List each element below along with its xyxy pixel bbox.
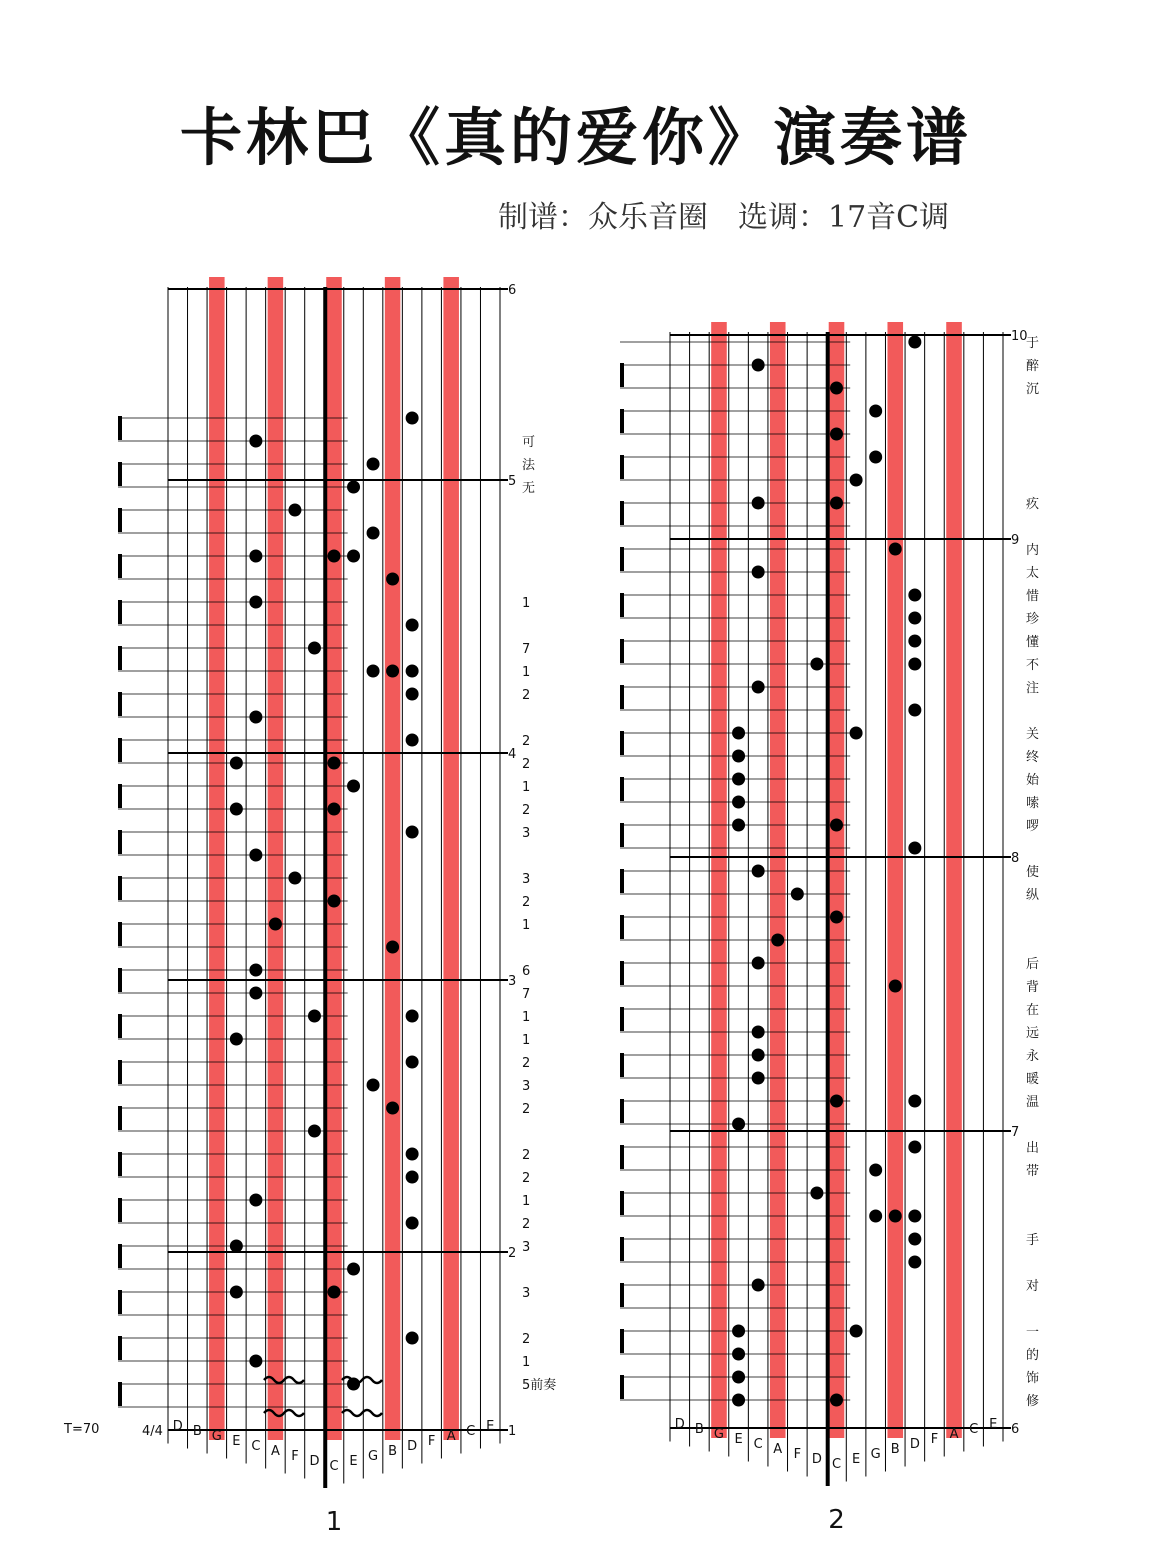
key-label: F [793, 1447, 802, 1462]
annotation: 1 [522, 780, 531, 795]
beat-stem [118, 1290, 122, 1314]
note-dot [386, 573, 399, 586]
annotation: 3 [522, 1079, 531, 1094]
tine-highlight [711, 322, 727, 1438]
tine-highlight [385, 277, 401, 1440]
note-dot [406, 734, 419, 747]
note-dot [386, 1102, 399, 1115]
page-title: 卡林巴《真的爱你》演奏谱 [179, 101, 972, 174]
annotation: 后 [1026, 957, 1040, 972]
note-dot [850, 474, 863, 487]
annotation: 2 [522, 1056, 531, 1071]
tremolo-mark [342, 1410, 382, 1416]
beat-stem [118, 968, 122, 992]
note-dot [308, 642, 321, 655]
annotation: 背 [1026, 980, 1040, 995]
tempo-marking: T=70 [64, 1422, 100, 1437]
beat-stem [620, 593, 624, 617]
beat-stem [118, 738, 122, 762]
note-dot [249, 550, 262, 563]
key-label: C [969, 1422, 979, 1437]
annotation: 2 [522, 1102, 531, 1117]
note-dot [230, 803, 243, 816]
annotation: 修 [1026, 1394, 1040, 1409]
annotation: 内 [1026, 543, 1040, 558]
key-label: B [388, 1444, 398, 1459]
note-dot [328, 895, 341, 908]
annotation: 2 [522, 803, 531, 818]
note-dot [889, 543, 902, 556]
annotation: 2 [522, 1148, 531, 1163]
annotation: 手 [1026, 1233, 1040, 1248]
key-label: C [329, 1459, 339, 1474]
beat-stem [118, 1060, 122, 1084]
note-dot [367, 665, 380, 678]
note-dot [386, 941, 399, 954]
beat-stem [620, 1053, 624, 1077]
note-dot [732, 773, 745, 786]
beat-stem [118, 1106, 122, 1130]
note-dot [308, 1010, 321, 1023]
key-label: F [930, 1432, 939, 1447]
note-dot [347, 1263, 360, 1276]
beat-stem [620, 1007, 624, 1031]
note-dot [752, 1026, 765, 1039]
annotation: 始 [1026, 773, 1040, 788]
beat-stem [620, 823, 624, 847]
note-dot [908, 1256, 921, 1269]
measure-number: 6 [508, 283, 517, 298]
beat-stem [620, 1329, 624, 1353]
tine-highlight [443, 277, 459, 1440]
beat-stem [118, 1198, 122, 1222]
beat-stem [620, 363, 624, 387]
note-dot [908, 1210, 921, 1223]
beat-stem [620, 1145, 624, 1169]
key-label: C [831, 1457, 842, 1472]
note-dot [249, 435, 262, 448]
annotation: 嗦 [1026, 796, 1040, 811]
note-dot [406, 1332, 419, 1345]
key-label: A [773, 1442, 783, 1457]
annotation: 永 [1026, 1049, 1040, 1064]
note-dot [249, 1194, 262, 1207]
measure-number: 9 [1011, 533, 1020, 548]
note-dot [732, 1394, 745, 1407]
note-dot [249, 711, 262, 724]
key-label: E [851, 1452, 861, 1467]
beat-stem [620, 961, 624, 985]
tine-highlight [829, 322, 845, 1438]
annotation: 远 [1026, 1026, 1040, 1041]
annotation: 一 [1026, 1325, 1040, 1340]
beat-stem [118, 922, 122, 946]
key-label: E [734, 1432, 743, 1447]
key-label: G [368, 1449, 379, 1464]
annotation: 7 [522, 987, 531, 1002]
beat-stem [118, 416, 122, 440]
key-label: F [427, 1434, 436, 1449]
note-dot [249, 1355, 262, 1368]
note-dot [230, 1240, 243, 1253]
note-dot [889, 1210, 902, 1223]
annotation: 1 [522, 918, 531, 933]
note-dot [288, 504, 301, 517]
beat-stem [620, 1191, 624, 1215]
annotation: 在 [1026, 1003, 1040, 1018]
note-dot [830, 497, 843, 510]
note-dot [752, 1072, 765, 1085]
beat-stem [118, 830, 122, 854]
measure-number: 8 [1011, 851, 1020, 866]
annotation: 懂 [1026, 635, 1040, 650]
note-dot [328, 1286, 341, 1299]
annotation: 可 [522, 435, 536, 450]
annotation: 饰 [1026, 1371, 1040, 1386]
note-dot [908, 589, 921, 602]
annotation: 暖 [1026, 1072, 1040, 1087]
beat-stem [620, 455, 624, 479]
note-dot [732, 819, 745, 832]
note-dot [249, 849, 262, 862]
score-credits: 制谱：众乐音圈 选调：17音C调 [498, 200, 950, 235]
note-dot [230, 1033, 243, 1046]
tine-highlight [326, 277, 342, 1440]
note-dot [249, 596, 262, 609]
annotation: 1 [522, 665, 531, 680]
beat-stem [620, 731, 624, 755]
beat-stem [620, 501, 624, 525]
note-dot [406, 412, 419, 425]
note-dot [830, 911, 843, 924]
note-dot [752, 865, 765, 878]
annotation: 太 [1026, 566, 1040, 581]
note-dot [406, 619, 419, 632]
beat-stem [620, 639, 624, 663]
note-dot [328, 803, 341, 816]
key-label: F [291, 1449, 299, 1464]
annotation: 3 [522, 872, 531, 887]
key-label: D [309, 1454, 320, 1469]
annotation: 对 [1026, 1279, 1040, 1294]
note-dot [347, 481, 360, 494]
note-dot [908, 704, 921, 717]
key-label: G [870, 1447, 881, 1462]
note-dot [732, 1371, 745, 1384]
note-dot [406, 1010, 419, 1023]
note-dot [869, 451, 882, 464]
note-dot [908, 842, 921, 855]
annotation: 无 [522, 481, 536, 496]
annotation: 注 [1026, 681, 1040, 696]
beat-stem [118, 1382, 122, 1406]
note-dot [791, 888, 804, 901]
note-dot [406, 665, 419, 678]
key-label: B [192, 1424, 202, 1439]
note-dot [869, 1210, 882, 1223]
note-dot [830, 1394, 843, 1407]
tine-highlight [887, 322, 903, 1438]
note-dot [752, 359, 765, 372]
note-dot [752, 1049, 765, 1062]
annotation: 6 [522, 964, 531, 979]
annotation: 法 [522, 458, 536, 473]
tine-highlight [946, 322, 962, 1438]
note-dot [732, 727, 745, 740]
note-dot [406, 1148, 419, 1161]
note-dot [732, 750, 745, 763]
note-dot [850, 727, 863, 740]
annotation: 2 [522, 1332, 531, 1347]
note-dot [732, 796, 745, 809]
note-dot [406, 1171, 419, 1184]
beat-stem [620, 1375, 624, 1399]
annotation: 沉 [1026, 382, 1040, 397]
annotation: 2 [522, 1171, 531, 1186]
measure-number: 1 [508, 1424, 517, 1439]
note-dot [367, 527, 380, 540]
note-dot [889, 980, 902, 993]
note-dot [908, 1095, 921, 1108]
key-label: E [486, 1419, 495, 1434]
annotation: 关 [1026, 727, 1040, 742]
key-label: D [909, 1437, 920, 1452]
annotation: 于 [1026, 336, 1040, 351]
key-label: C [251, 1439, 261, 1454]
note-dot [908, 635, 921, 648]
annotation: 出 [1026, 1141, 1040, 1156]
annotation: 疚 [1026, 497, 1040, 512]
beat-stem [118, 1014, 122, 1038]
key-label: C [753, 1437, 763, 1452]
beat-stem [620, 915, 624, 939]
note-dot [810, 1187, 823, 1200]
note-dot [230, 757, 243, 770]
key-label: D [674, 1417, 685, 1432]
beat-stem [620, 1237, 624, 1261]
annotation: 3 [522, 1286, 531, 1301]
annotation: 惜 [1026, 589, 1040, 604]
key-label: B [890, 1442, 900, 1457]
note-dot [752, 566, 765, 579]
annotation: 纵 [1026, 888, 1040, 903]
note-dot [230, 1286, 243, 1299]
measure-number: 7 [1011, 1125, 1020, 1140]
annotation: 的 [1026, 1348, 1040, 1363]
note-dot [249, 964, 262, 977]
note-dot [869, 1164, 882, 1177]
note-dot [752, 1279, 765, 1292]
annotation: 醉 [1026, 359, 1040, 374]
note-dot [406, 1217, 419, 1230]
beat-stem [620, 777, 624, 801]
annotation: 2 [522, 688, 531, 703]
note-dot [771, 934, 784, 947]
key-label: C [466, 1424, 476, 1439]
annotation: 1 [522, 596, 531, 611]
beat-stem [620, 869, 624, 893]
beat-stem [620, 1099, 624, 1123]
annotation: 3 [522, 826, 531, 841]
beat-stem [118, 1244, 122, 1268]
key-label: B [694, 1422, 704, 1437]
key-label: A [270, 1444, 280, 1459]
annotation: 2 [522, 734, 531, 749]
key-label: G [211, 1429, 222, 1444]
annotation: 不 [1026, 658, 1040, 673]
key-label: E [232, 1434, 241, 1449]
tine-highlight [268, 277, 284, 1440]
beat-stem [118, 1152, 122, 1176]
note-dot [908, 336, 921, 349]
annotation: 1 [522, 1194, 531, 1209]
staff-2 [620, 322, 1011, 1486]
measure-number: 6 [1011, 1422, 1020, 1437]
note-dot [367, 1079, 380, 1092]
note-dot [732, 1325, 745, 1338]
page-number: 2 [828, 1505, 845, 1535]
annotation: 2 [522, 895, 531, 910]
measure-number: 10 [1011, 329, 1028, 344]
note-dot [830, 428, 843, 441]
tine-highlight [209, 277, 225, 1440]
beat-stem [620, 409, 624, 433]
note-dot [406, 1056, 419, 1069]
beat-stem [620, 547, 624, 571]
note-dot [908, 1141, 921, 1154]
note-dot [308, 1125, 321, 1138]
note-dot [810, 658, 823, 671]
measure-number: 2 [508, 1246, 517, 1261]
note-dot [752, 497, 765, 510]
annotation: 珍 [1026, 612, 1040, 627]
annotation: 终 [1026, 750, 1040, 765]
note-dot [386, 665, 399, 678]
annotation: 5前奏 [522, 1378, 557, 1393]
note-dot [830, 382, 843, 395]
note-dot [367, 458, 380, 471]
note-dot [869, 405, 882, 418]
beat-stem [118, 462, 122, 486]
note-dot [732, 1348, 745, 1361]
annotation: 温 [1026, 1095, 1040, 1110]
annotation: 1 [522, 1010, 531, 1025]
note-dot [830, 1095, 843, 1108]
annotation: 2 [522, 757, 531, 772]
key-label: D [407, 1439, 418, 1454]
note-dot [732, 1118, 745, 1131]
note-dot [328, 757, 341, 770]
beat-stem [118, 600, 122, 624]
note-dot [269, 918, 282, 931]
measure-number: 3 [508, 974, 517, 989]
tine-highlight [770, 322, 786, 1438]
note-dot [830, 819, 843, 832]
note-dot [406, 688, 419, 701]
note-dot [850, 1325, 863, 1338]
beat-stem [118, 692, 122, 716]
time-signature: 4/4 [142, 1424, 163, 1439]
key-label: E [349, 1454, 358, 1469]
note-dot [406, 826, 419, 839]
beat-stem [118, 554, 122, 578]
note-dot [249, 987, 262, 1000]
key-label: D [811, 1452, 822, 1467]
annotation: 3 [522, 1240, 531, 1255]
note-dot [328, 550, 341, 563]
annotation: 7 [522, 642, 531, 657]
note-dot [908, 1233, 921, 1246]
note-dot [752, 957, 765, 970]
beat-stem [118, 1336, 122, 1360]
beat-stem [620, 1283, 624, 1307]
staff-1 [118, 277, 508, 1488]
key-label: A [949, 1427, 959, 1442]
note-dot [347, 780, 360, 793]
beat-stem [118, 646, 122, 670]
key-label: E [989, 1417, 998, 1432]
beat-stem [118, 784, 122, 808]
key-label: A [446, 1429, 456, 1444]
note-dot [347, 550, 360, 563]
beat-stem [118, 508, 122, 532]
beat-stem [118, 876, 122, 900]
annotation: 带 [1026, 1164, 1040, 1179]
measure-number: 5 [508, 474, 517, 489]
key-label: D [172, 1419, 183, 1434]
measure-number: 4 [508, 747, 517, 762]
note-dot [908, 658, 921, 671]
note-dot [752, 681, 765, 694]
annotation: 1 [522, 1033, 531, 1048]
annotation: 2 [522, 1217, 531, 1232]
note-dot [908, 612, 921, 625]
beat-stem [620, 685, 624, 709]
annotation: 啰 [1026, 819, 1040, 834]
page-number: 1 [325, 1507, 343, 1537]
note-dot [288, 872, 301, 885]
annotation: 使 [1026, 865, 1040, 880]
key-label: G [713, 1427, 725, 1442]
annotation: 1 [522, 1355, 531, 1370]
